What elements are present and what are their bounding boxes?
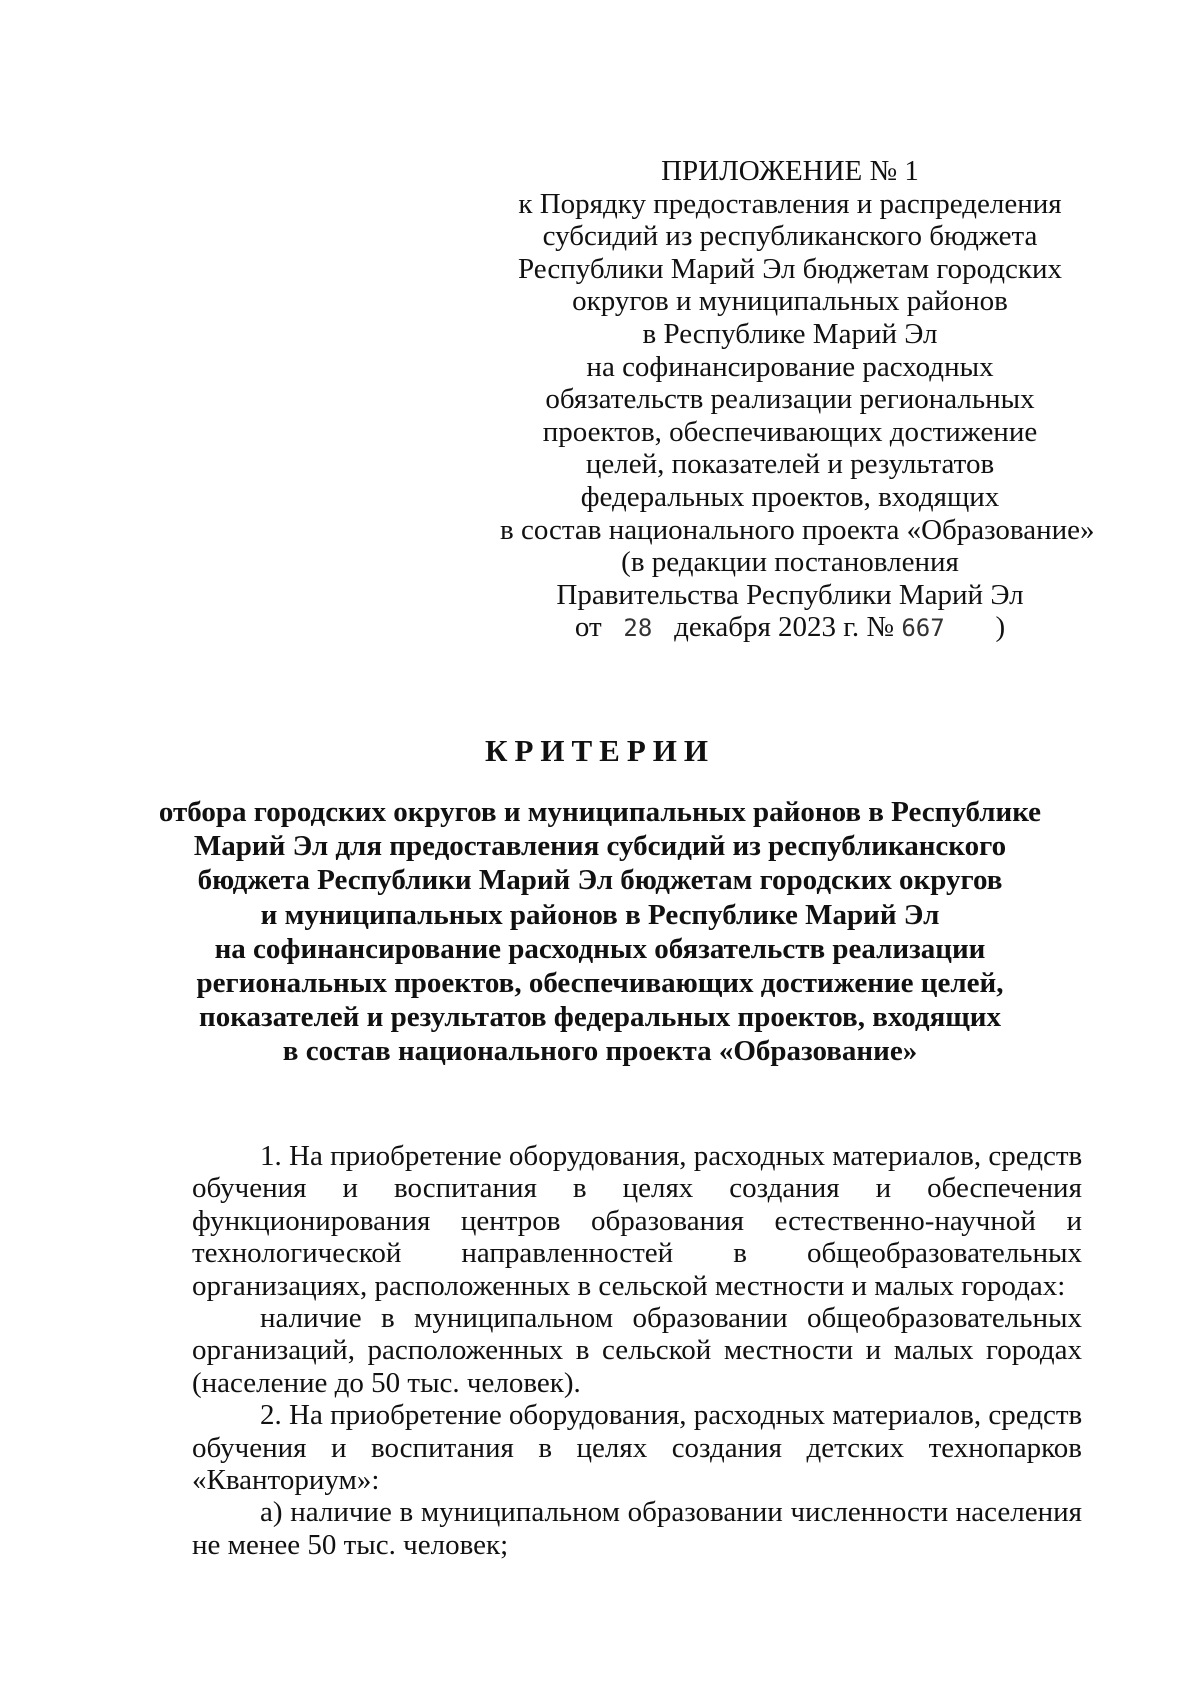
paragraph-line: 1. На приобретение оборудования, расходных материалов, средств — [260, 1140, 1083, 1172]
word: и — [875, 1172, 892, 1205]
paragraph-line — [192, 1172, 1082, 1204]
appendix-line: Правительства Республики Марий Эл — [556, 578, 1024, 611]
word: в — [733, 1237, 747, 1270]
subheading-line: и муниципальных районов в Республике Марий Эл — [260, 898, 940, 931]
date-prefix: от — [574, 611, 602, 644]
appendix-line: в Республике Марий Эл — [642, 317, 938, 350]
decree-number: 667 — [901, 614, 945, 643]
subheading-line: отбора городских округов и муниципальных районов в Республике — [158, 796, 1042, 828]
word: технопарков — [928, 1431, 1082, 1464]
word: естественно-научной — [774, 1204, 1036, 1237]
word: создания — [671, 1431, 782, 1464]
appendix-title: ПРИЛОЖЕНИЕ № 1 — [661, 155, 919, 187]
appendix-line: к Порядку предоставления и распределения — [518, 187, 1062, 220]
subheading-line: на софинансирование расходных обязательств реализации — [214, 932, 986, 965]
appendix-line: округов и муниципальных районов — [572, 285, 1008, 318]
appendix-line: федеральных проектов, входящих — [580, 480, 1000, 513]
word: функционирования — [192, 1204, 431, 1237]
word: и — [1066, 1204, 1082, 1237]
word: и — [330, 1431, 347, 1464]
word: в — [572, 1172, 587, 1205]
date-suffix: ) — [995, 611, 1006, 644]
word: создания — [729, 1172, 840, 1205]
word: детских — [806, 1431, 905, 1464]
subheading-line: региональных проектов, обеспечивающих достижение целей, — [196, 967, 1004, 1000]
word: в — [538, 1431, 553, 1464]
word: целях — [576, 1431, 648, 1464]
appendix-header — [500, 155, 1095, 645]
word: и — [342, 1172, 359, 1205]
appendix-date-line — [500, 611, 1080, 645]
paragraph-line — [192, 1432, 1082, 1464]
paragraph-line — [192, 1237, 1082, 1269]
date-day: 28 — [623, 614, 653, 643]
word: направленностей — [461, 1237, 674, 1270]
word: обучения — [192, 1172, 307, 1205]
subheading-line: бюджета Республики Марий Эл бюджетам городских округов — [197, 864, 1003, 897]
word: целях — [622, 1172, 694, 1205]
paragraph-line: 2. На приобретение оборудования, расходных материалов, средств — [260, 1399, 1083, 1432]
word: обучения — [192, 1431, 307, 1464]
subheading-line: Марий Эл для предоставления субсидий из республиканского — [193, 830, 1007, 863]
document-subheading — [150, 795, 1050, 1069]
paragraph-line: «Кванториум»: — [192, 1464, 380, 1497]
appendix-line: в состав национального проекта «Образование» — [500, 513, 1095, 546]
appendix-line: (в редакции постановления — [621, 546, 959, 579]
appendix-line: субсидий из республиканского бюджета — [542, 220, 1038, 253]
paragraph-line: организаций, расположенных в сельской местности и малых городах — [192, 1334, 1082, 1367]
paragraph-line — [192, 1205, 1082, 1237]
document-body — [192, 1140, 1082, 1561]
paragraph-line: (население до 50 тыс. человек). — [192, 1366, 581, 1399]
paragraph-line: организациях, расположенных в сельской местности и малых городах: — [192, 1269, 1066, 1302]
paragraph-line: а) наличие в муниципальном образовании численности населения — [260, 1496, 1082, 1529]
word: общеобразовательных — [806, 1237, 1082, 1270]
word: воспитания — [394, 1172, 537, 1205]
date-month-year: декабря 2023 г. № — [674, 611, 895, 644]
word: центров — [460, 1204, 561, 1237]
appendix-line: обязательств реализации региональных — [545, 383, 1035, 416]
appendix-line: на софинансирование расходных — [586, 350, 994, 383]
word: воспитания — [370, 1431, 514, 1464]
paragraph-line: не менее 50 тыс. человек; — [192, 1528, 509, 1561]
word: обеспечения — [927, 1172, 1082, 1205]
word: технологической — [192, 1237, 402, 1270]
document-heading: КРИТЕРИИ — [484, 733, 716, 768]
appendix-line: проектов, обеспечивающих достижение — [542, 415, 1038, 448]
word: образования — [591, 1204, 744, 1237]
paragraph-line: наличие в муниципальном образовании общеобразовательных — [260, 1302, 1082, 1335]
subheading-line: в состав национального проекта «Образование» — [282, 1035, 918, 1068]
appendix-line: целей, показателей и результатов — [585, 448, 995, 481]
appendix-line: Республики Марий Эл бюджетам городских — [518, 252, 1062, 285]
subheading-line: показателей и результатов федеральных проектов, входящих — [199, 1001, 1001, 1034]
